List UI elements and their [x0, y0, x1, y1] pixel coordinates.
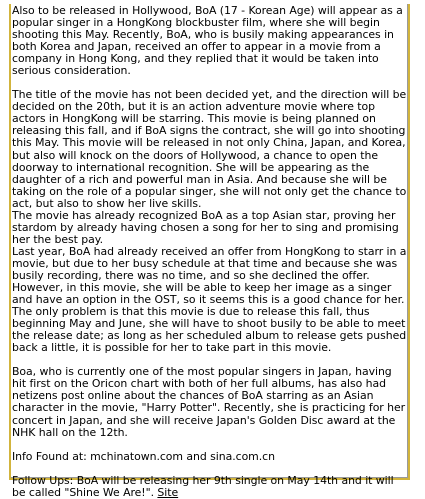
article-frame — [9, 4, 410, 499]
paragraph-movie-details: The title of the movie has not been decided yet, and the direction will be decided on the 20th, but it is an action adventure movie where top actors in HongKong will be starring. This movie is being planned on releasing this fall, and if BoA signs the contract, she will go into shooting this May. This movie will be released in not only China, Japan, and Korea, but also will knock on the doors of Hollywood, a chance to open the doorway to international recognition. She will be appearing as the daughter of a rich and powerful man in Asia. And because she will be taking on the role of a popular singer, she will not only get the chance to act, but also to show her live skills. — [12, 88, 407, 210]
spacer — [12, 439, 407, 451]
article-body — [12, 5, 407, 499]
paragraph-intro: Also to be released in Hollywood, BoA (17 - Korean Age) will appear as a popular singer in a HongKong blockbuster film, where she will begin shooting this May. Recently, BoA, who is busily making appearances in both Korea and Japan, received an offer to appear in a movie from a company in Hong Kong, and they replied that it would be taken into serious consideration. — [12, 4, 403, 78]
paragraph-recognition: The movie has already recognized BoA as a top Asian star, proving her stardom by already having chosen a song for her to sing and promising her the best pay. — [12, 208, 399, 246]
article-box — [11, 4, 408, 499]
paragraph-japan-popularity: Boa, who is currently one of the most popular singers in Japan, having hit first on the Oricon chart with both of her full albums, has also had netizens post online about the chances of BoA starring as an Asian character in the movie, "Harry Potter". Recently, she is practicing for her concert in Japan, and she will receive Japan's Golden Disc award at the NHK hall on the 12th. — [12, 365, 406, 439]
paragraph-last-year: Last year, BoA had already received an offer from HongKong to starr in a movie, but due to her busy schedule at that time and because she was busily recording, there was no time, and so she declined the offer. However, in this movie, she will be able to keep her image as a singer and have an option in the OST, so it seems this is a good chance for her. The only problem is that this movie is due to release this fall, thus beginning May and June, she will have to shoot busily to be able to meet the release date; as long as her scheduled album to release gets pushed back a little, it is possible for her to take part in this movie. — [12, 244, 407, 355]
site-link[interactable]: Site — [157, 485, 179, 499]
follow-up — [12, 475, 407, 499]
info-source: Info Found at: mchinatown.com and sina.com.cn — [12, 449, 275, 463]
follow-up-text: Follow Ups: BoA will be releasing her 9th single on May 14th and it will be called "Shine We Are!". — [12, 473, 394, 499]
